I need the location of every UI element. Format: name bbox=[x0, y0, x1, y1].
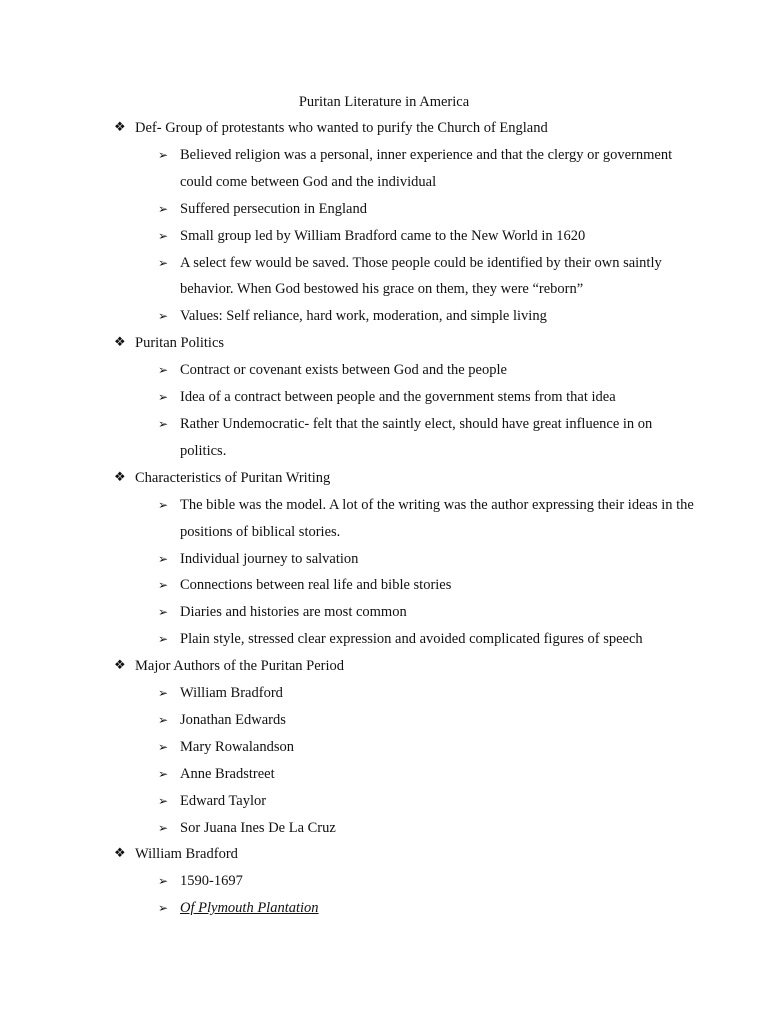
list-item-text: Suffered persecution in England bbox=[180, 200, 367, 217]
arrow-bullet-icon: ➢ bbox=[158, 901, 169, 916]
section-heading-row bbox=[114, 330, 694, 357]
section-heading: Major Authors of the Puritan Period bbox=[135, 658, 345, 675]
list-item-text: A select few would be saved. Those people could be identified by their own saintly behavior. When God bestowed his grace on them, they were “reborn” bbox=[180, 254, 662, 298]
list-item-text: Edward Taylor bbox=[180, 792, 267, 809]
list-item bbox=[158, 492, 694, 546]
list-item bbox=[158, 303, 694, 330]
arrow-bullet-icon: ➢ bbox=[158, 686, 169, 701]
list-item bbox=[158, 572, 694, 599]
list-item-text: The bible was the model. A lot of the writing was the author expressing their ideas in the positions of biblical stories. bbox=[180, 496, 694, 540]
list-item bbox=[158, 599, 694, 626]
list-item bbox=[158, 250, 694, 304]
list-item bbox=[158, 788, 694, 815]
arrow-bullet-icon: ➢ bbox=[158, 712, 169, 727]
section-heading: Characteristics of Puritan Writing bbox=[135, 469, 331, 486]
list-item-text: Rather Undemocratic- felt that the saintly elect, should have great influence in on politics. bbox=[180, 415, 653, 459]
list-item bbox=[158, 815, 694, 842]
section-heading-row bbox=[114, 653, 694, 680]
list-item-text: William Bradford bbox=[180, 685, 283, 702]
arrow-bullet-icon: ➢ bbox=[158, 390, 169, 405]
sub-list bbox=[114, 680, 694, 841]
section-puritan-politics bbox=[114, 330, 694, 465]
list-item bbox=[158, 357, 694, 384]
list-item-text: Diaries and histories are most common bbox=[180, 604, 407, 621]
sub-list bbox=[114, 492, 694, 653]
document-title: Puritan Literature in America bbox=[298, 94, 470, 110]
list-item bbox=[158, 734, 694, 761]
diamond-bullet-icon: ❖ bbox=[114, 120, 126, 135]
section-definition bbox=[114, 115, 694, 330]
list-item bbox=[158, 761, 694, 788]
list-item bbox=[158, 384, 694, 411]
arrow-bullet-icon: ➢ bbox=[158, 228, 169, 243]
section-heading: William Bradford bbox=[135, 846, 238, 863]
arrow-bullet-icon: ➢ bbox=[158, 578, 169, 593]
list-item bbox=[158, 626, 694, 653]
list-item bbox=[158, 680, 694, 707]
arrow-bullet-icon: ➢ bbox=[158, 309, 169, 324]
sub-list bbox=[114, 357, 694, 465]
list-item-text: Individual journey to salvation bbox=[180, 550, 359, 567]
diamond-bullet-icon: ❖ bbox=[114, 658, 126, 674]
sub-list bbox=[114, 868, 694, 922]
work-title: Of Plymouth Plantation bbox=[180, 900, 319, 917]
arrow-bullet-icon: ➢ bbox=[158, 820, 169, 835]
diamond-bullet-icon: ❖ bbox=[114, 335, 126, 351]
arrow-bullet-icon: ➢ bbox=[158, 201, 169, 216]
list-item bbox=[158, 868, 694, 895]
list-item-text: Plain style, stressed clear expression and avoided complicated figures of speech bbox=[180, 631, 643, 648]
section-heading-row bbox=[114, 115, 694, 142]
arrow-bullet-icon: ➢ bbox=[158, 793, 169, 808]
list-item-text: Jonathan Edwards bbox=[180, 711, 286, 728]
section-heading: Puritan Politics bbox=[135, 335, 225, 352]
list-item-text: Anne Bradstreet bbox=[180, 765, 275, 782]
list-item-text: Small group led by William Bradford came to the New World in 1620 bbox=[180, 227, 586, 244]
list-item bbox=[158, 895, 694, 922]
diamond-bullet-icon: ❖ bbox=[114, 846, 126, 862]
list-item bbox=[158, 196, 694, 223]
list-item bbox=[158, 546, 694, 573]
arrow-bullet-icon: ➢ bbox=[158, 497, 169, 512]
arrow-bullet-icon: ➢ bbox=[158, 874, 169, 889]
arrow-bullet-icon: ➢ bbox=[158, 416, 169, 431]
list-item-text: Believed religion was a personal, inner experience and that the clergy or government could come between God and the individual bbox=[180, 146, 673, 190]
section-william-bradford bbox=[114, 841, 694, 922]
list-item bbox=[158, 411, 694, 465]
sub-list bbox=[114, 142, 694, 330]
list-item-text: Idea of a contract between people and the government stems from that idea bbox=[180, 389, 616, 406]
section-major-authors bbox=[114, 653, 694, 841]
arrow-bullet-icon: ➢ bbox=[158, 766, 169, 781]
list-item-text: Mary Rowalandson bbox=[180, 738, 294, 755]
section-heading: Def- Group of protestants who wanted to purify the Church of England bbox=[135, 120, 548, 136]
section-puritan-writing bbox=[114, 465, 694, 653]
list-item-text: Connections between real life and bible stories bbox=[180, 577, 452, 594]
diamond-bullet-icon: ❖ bbox=[114, 469, 126, 485]
list-item-text: Values: Self reliance, hard work, moderation, and simple living bbox=[180, 308, 547, 325]
section-heading-row bbox=[114, 465, 694, 492]
arrow-bullet-icon: ➢ bbox=[158, 739, 169, 754]
outline-list bbox=[114, 115, 694, 922]
list-item bbox=[158, 142, 694, 196]
arrow-bullet-icon: ➢ bbox=[158, 363, 169, 378]
list-item bbox=[158, 223, 694, 250]
arrow-bullet-icon: ➢ bbox=[158, 551, 169, 566]
arrow-bullet-icon: ➢ bbox=[158, 147, 169, 162]
section-heading-row bbox=[114, 841, 694, 868]
arrow-bullet-icon: ➢ bbox=[158, 605, 169, 620]
list-item bbox=[158, 707, 694, 734]
list-item-text: Contract or covenant exists between God and the people bbox=[180, 362, 507, 379]
arrow-bullet-icon: ➢ bbox=[158, 632, 169, 647]
list-item-text: 1590-1697 bbox=[180, 873, 243, 890]
arrow-bullet-icon: ➢ bbox=[158, 255, 169, 270]
list-item-text: Sor Juana Ines De La Cruz bbox=[180, 819, 336, 836]
